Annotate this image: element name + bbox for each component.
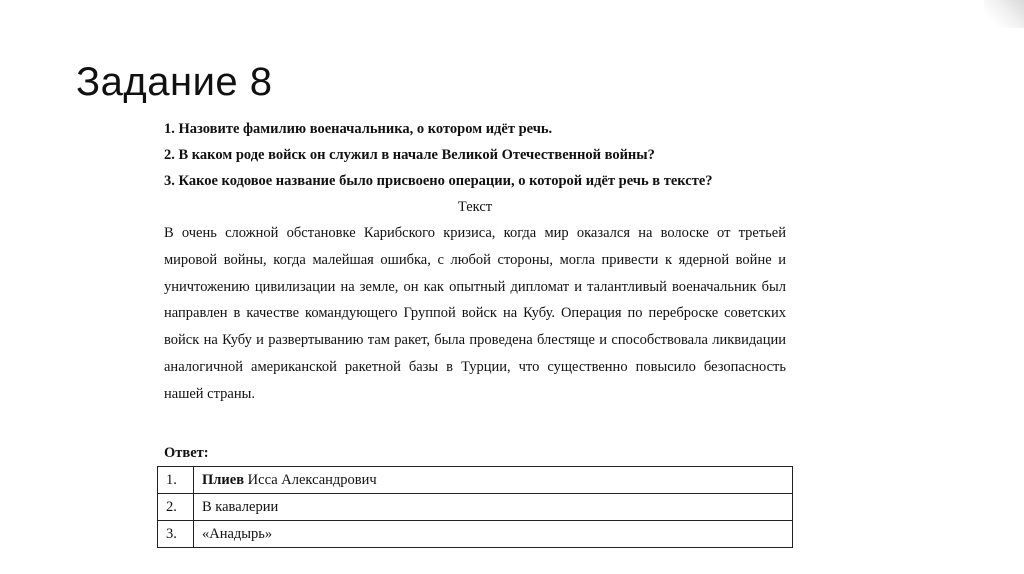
answer-number: 2.	[158, 494, 194, 521]
answer-cell	[194, 467, 793, 494]
answer-cell	[194, 494, 793, 521]
answer-text: «Анадырь»	[202, 525, 273, 542]
question-2: 2. В каком роде войск он служил в начале Великой Отечественной войны?	[164, 147, 655, 163]
question-1: 1. Назовите фамилию военачальника, о котором идёт речь.	[164, 121, 553, 137]
answer-label: Ответ:	[164, 444, 209, 461]
text-body: В очень сложной обстановке Карибского кризиса, когда мир оказался на волоске от третьей мировой войны, когда малейшая ошибка, с любой стороны, могла привести к ядерной войне и уничтожению цивилизации на земле, он как опытный дипломат и талантливый военачальник был направлен в качестве командующего Группой войск на Кубу. Операция по переброске советских войск на Кубу и развертыванию там ракет, была проведена блестяще и способствовала ликвидации аналогичной американской ракетной базы в Турции, что существенно повысило безопасность нашей страны.	[164, 225, 786, 402]
answer-row	[158, 494, 793, 521]
answer-text: В кавалерии	[202, 498, 279, 515]
corner-shadow	[984, 0, 1024, 28]
document-image	[164, 116, 786, 464]
answer-row	[158, 467, 793, 494]
answer-text: Исса Александрович	[244, 471, 377, 488]
question-3: 3. Какое кодовое название было присвоено операции, о которой идёт речь в тексте?	[164, 173, 713, 189]
answer-row	[158, 521, 793, 548]
answer-table	[157, 466, 793, 548]
slide-title: Задание 8	[76, 60, 273, 104]
answer-number: 1.	[158, 467, 194, 494]
text-heading: Текст	[457, 199, 493, 215]
answer-number: 3.	[158, 521, 194, 548]
answer-cell	[194, 521, 793, 548]
answer-bold: Плиев	[202, 471, 245, 488]
